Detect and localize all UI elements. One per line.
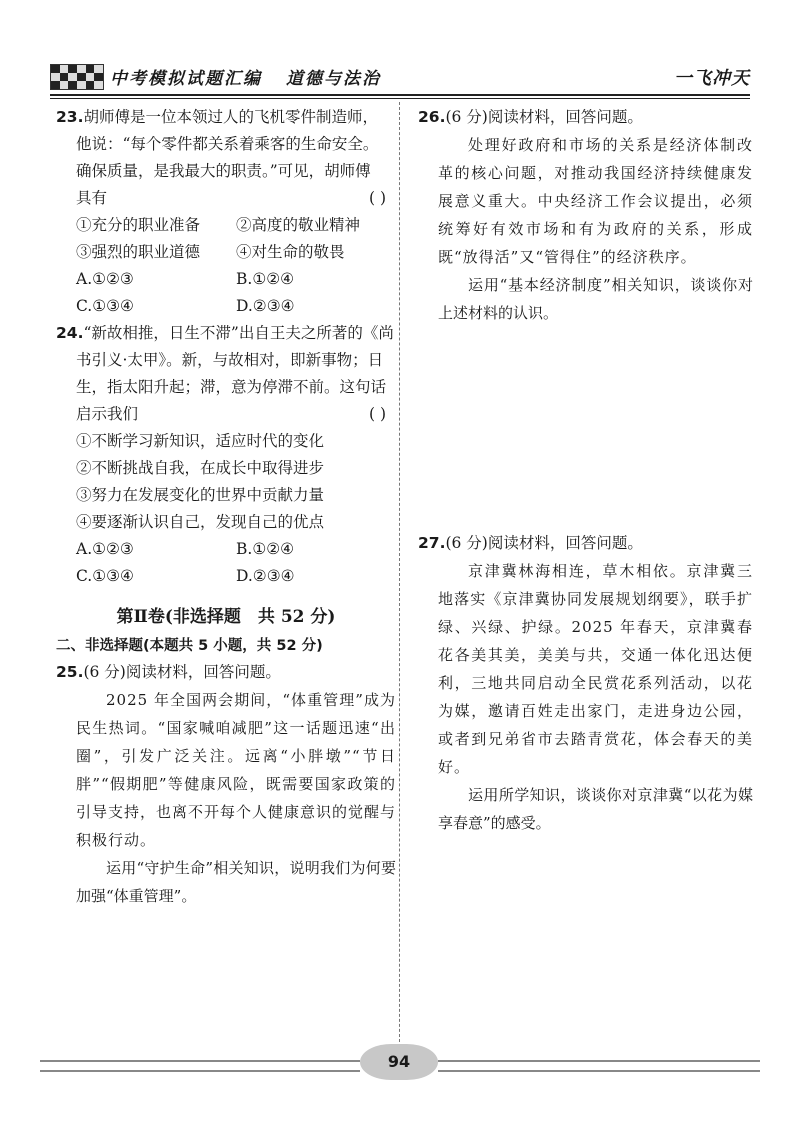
choice-row	[56, 563, 396, 590]
question-24-line-2: 书引义·太甲》。新，与故相对，即新事物；日	[76, 351, 384, 369]
column-divider	[399, 102, 400, 1062]
statement-item: ②不断挑战自我，在成长中取得进步	[76, 459, 325, 477]
header-title	[110, 64, 381, 89]
question-number: 24.	[56, 324, 84, 342]
question-23-line-2: 他说：“每个零件都关系着乘客的生命安全。	[76, 135, 379, 153]
section-heading: 二、非选择题(本题共 5 小题，共 52 分)	[56, 638, 323, 654]
page-number: 94	[360, 1044, 438, 1080]
choice-b[interactable]: B.①②④	[236, 540, 295, 558]
subject-title: 道德与法治	[286, 69, 381, 89]
footer-ornament-right	[438, 1060, 760, 1072]
header-rule-thin	[50, 98, 750, 99]
question-27-material: 京津冀林海相连，草木相依。京津冀三地落实《京津冀协同发展规划纲要》，联手扩绿、兴绿、护绿。2025 年春天，京津冀春花各美其美，美美与共，交通一体化迅达便利，三地共同启动全民赏花系列活动，以花为媒，邀请百姓走出家门，走进身边公园，或者到兄弟省市去踏青赏花，体会春天的美好。	[438, 562, 753, 776]
statement-row	[56, 212, 396, 239]
question-23-line-1: 23.胡师傅是一位本领过人的飞机零件制造师，	[56, 108, 378, 126]
question-27	[418, 530, 753, 837]
statement-item: ④对生命的敬畏	[236, 243, 345, 261]
left-column	[56, 104, 396, 910]
question-25-task: 运用“守护生命”相关知识，说明我们为何要加强“体重管理”。	[76, 859, 396, 905]
header-rule	[50, 94, 750, 96]
question-26	[418, 104, 753, 327]
footer-ornament-left	[40, 1060, 360, 1072]
answer-bracket[interactable]: ( )	[368, 189, 386, 207]
statement-item: ③强烈的职业道德	[76, 243, 201, 261]
statement-item: ①充分的职业准备	[76, 216, 201, 234]
right-column	[418, 104, 753, 832]
question-27-intro: 27.(6 分)阅读材料，回答问题。	[418, 534, 643, 552]
question-26-material: 处理好政府和市场的关系是经济体制改革的核心问题，对推动我国经济持续健康发展意义重大。中央经济工作会议提出，必须统筹好有效市场和有为政府的关系，形成既“放得活”又“管得住”的经济秩序。	[438, 136, 753, 266]
question-25	[56, 659, 396, 910]
question-number: 25.	[56, 663, 84, 681]
choice-a[interactable]: A.①②③	[76, 540, 134, 558]
question-24-line-4: 启示我们 ( )	[56, 401, 396, 428]
question-24-line-3: 生，指太阳升起；滞，意为停滞不前。这句话	[76, 378, 387, 396]
statement-item: ②高度的敬业精神	[236, 216, 361, 234]
question-23-line-4: 具有 ( )	[56, 185, 396, 212]
question-23	[56, 104, 396, 320]
checker-logo-icon	[50, 64, 104, 90]
section-title: 第Ⅱ卷(非选择题 共 52 分)	[116, 607, 336, 627]
choice-c[interactable]: C.①③④	[76, 567, 134, 585]
question-24-line-1: 24.“新故相推，日生不滞”出自王夫之所著的《尚	[56, 324, 394, 342]
choice-a[interactable]: A.①②③	[76, 270, 134, 288]
question-24	[56, 320, 396, 590]
choice-row	[56, 266, 396, 293]
question-25-intro: 25.(6 分)阅读材料，回答问题。	[56, 663, 281, 681]
page-header	[50, 58, 750, 98]
choice-row	[56, 536, 396, 563]
statement-item: ①不断学习新知识，适应时代的变化	[76, 432, 325, 450]
question-23-line-3: 确保质量，是我最大的职责。”可见，胡师傅	[76, 162, 371, 180]
question-number: 27.	[418, 534, 446, 552]
question-number: 23.	[56, 108, 84, 126]
question-27-task: 运用所学知识，谈谈你对京津冀“以花为媒享春意”的感受。	[438, 786, 753, 832]
statement-item: ③努力在发展变化的世界中贡献力量	[76, 486, 325, 504]
question-number: 26.	[418, 108, 446, 126]
brand-logo: 一飞冲天	[674, 68, 750, 89]
answer-bracket[interactable]: ( )	[368, 405, 386, 423]
statement-row	[56, 239, 396, 266]
choice-d[interactable]: D.②③④	[236, 297, 295, 315]
choice-b[interactable]: B.①②④	[236, 270, 295, 288]
book-title: 中考模拟试题汇编	[110, 69, 262, 89]
statement-item: ④要逐渐认识自己，发现自己的优点	[76, 513, 325, 531]
choice-c[interactable]: C.①③④	[76, 297, 134, 315]
question-25-material: 2025 年全国两会期间，“体重管理”成为民生热词。“国家喊咱减肥”这一话题迅速“出圈”，引发广泛关注。远离“小胖墩”“节日胖”“假期肥”等健康风险，既需要国家政策的引导支持，也离不开每个人健康意识的觉醒与积极行动。	[76, 691, 397, 849]
choice-row	[56, 293, 396, 320]
question-26-intro: 26.(6 分)阅读材料，回答问题。	[418, 108, 643, 126]
question-26-task: 运用“基本经济制度”相关知识，谈谈你对上述材料的认识。	[438, 276, 753, 322]
choice-d[interactable]: D.②③④	[236, 567, 295, 585]
